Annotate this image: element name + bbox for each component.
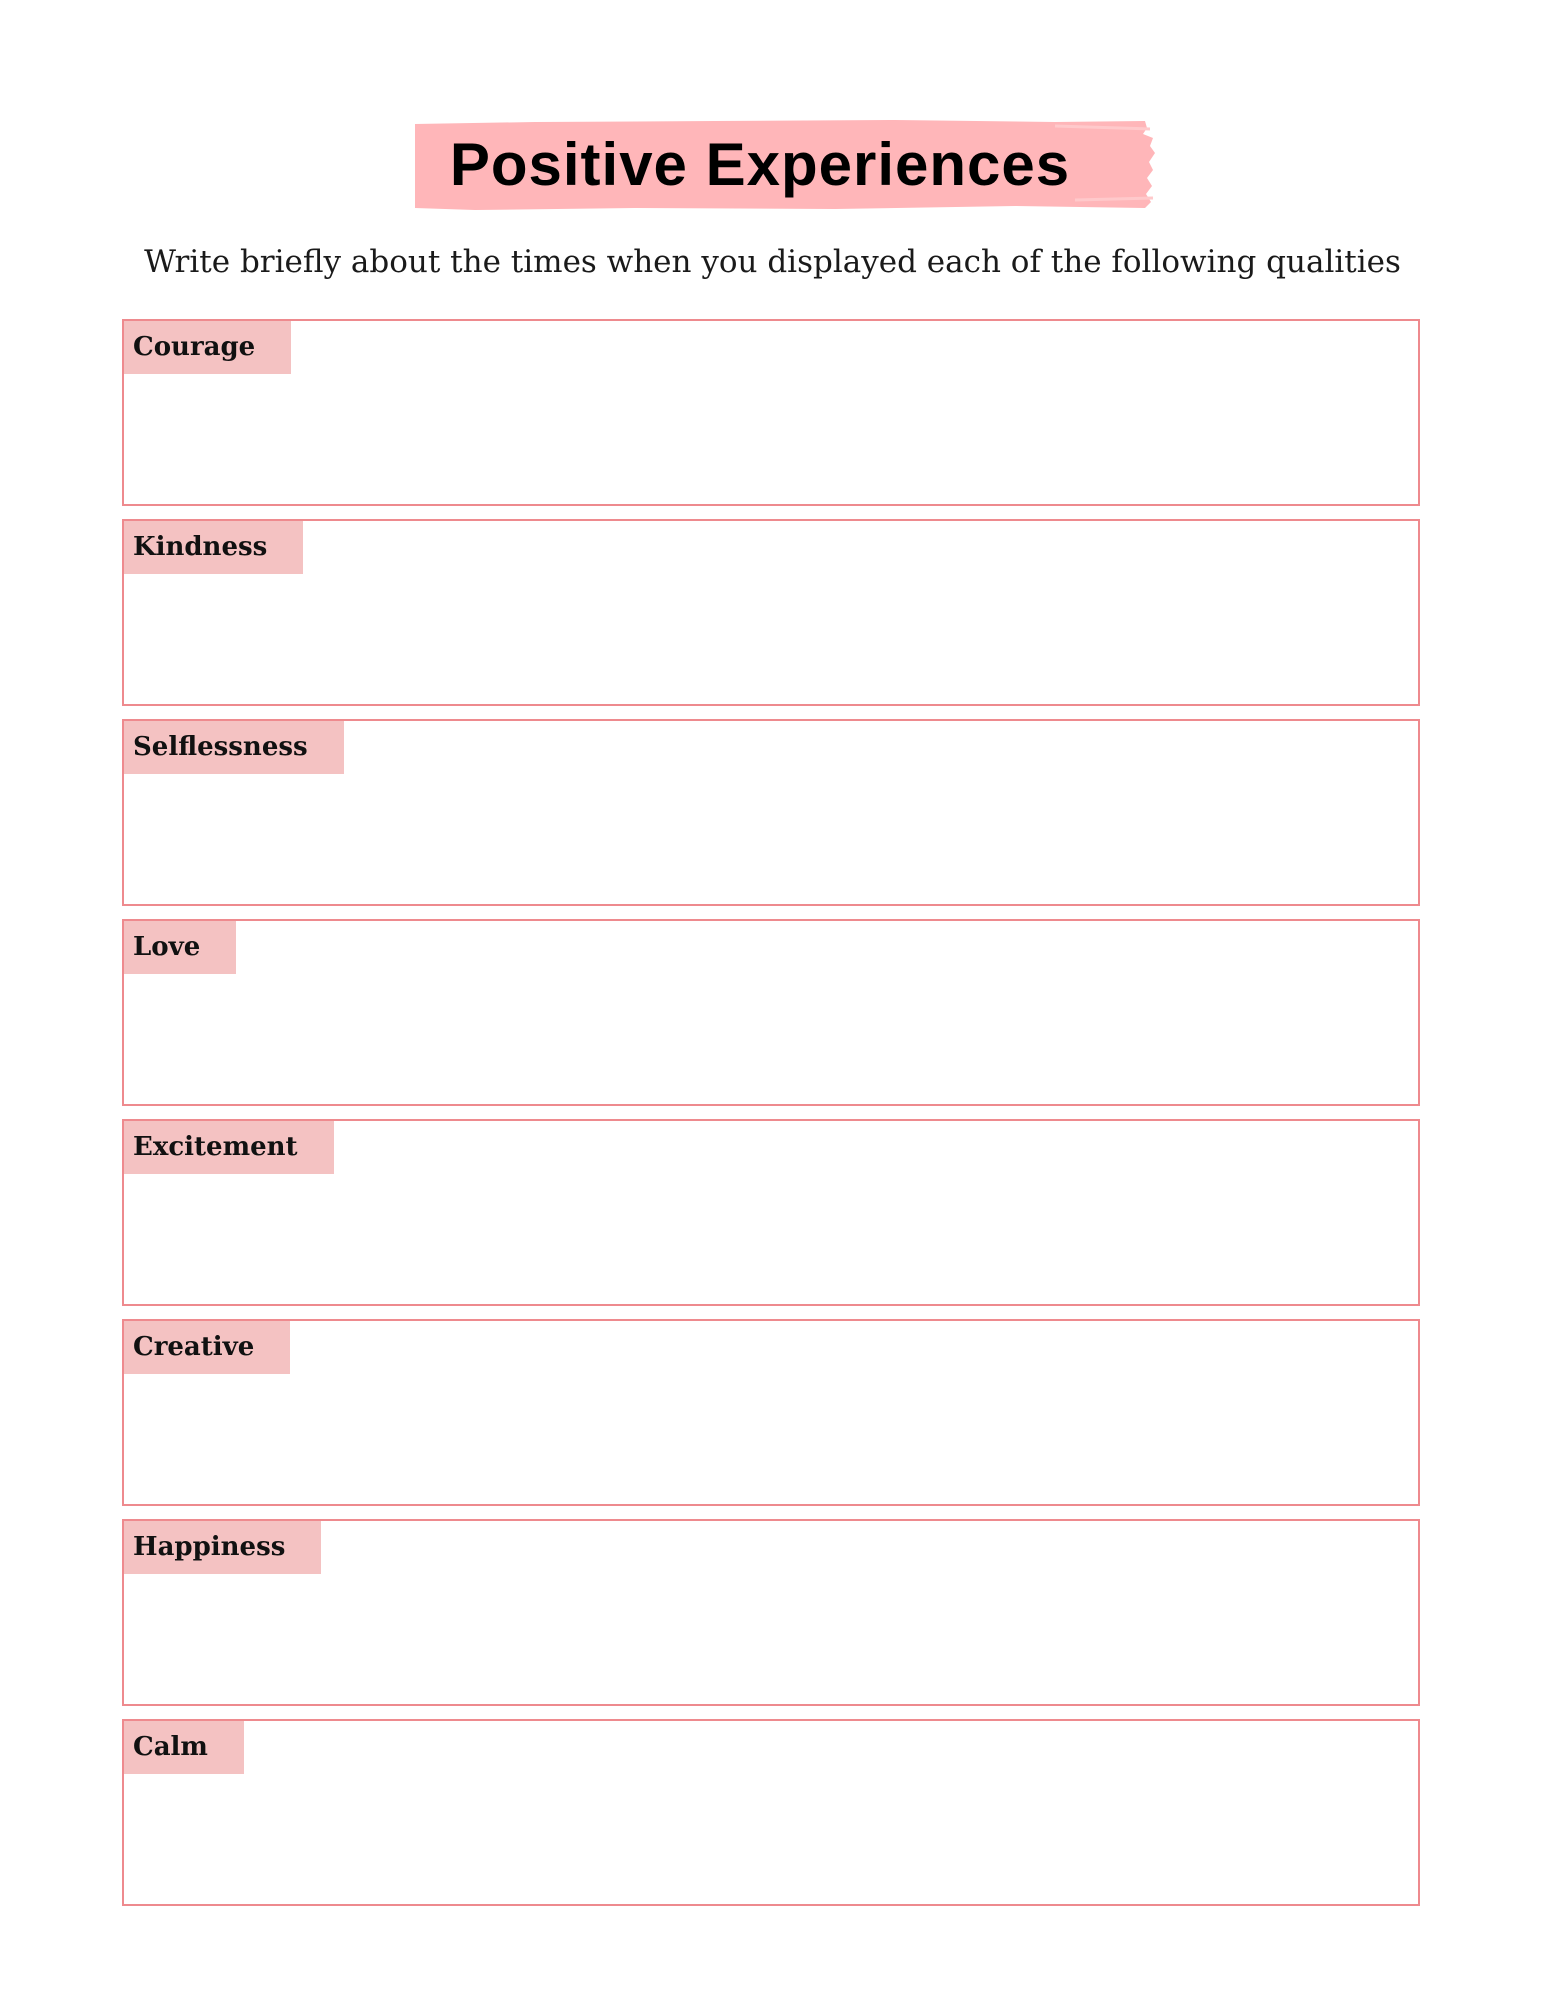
- section-excitement: [122, 1119, 1420, 1306]
- writing-area-creative[interactable]: [124, 1374, 1418, 1504]
- instructions-text: Write briefly about the times when you displayed each of the following qualities: [144, 244, 1401, 280]
- page-title: Positive Experiences: [449, 131, 1071, 198]
- section-selflessness: [122, 719, 1420, 906]
- section-creative: [122, 1319, 1420, 1506]
- section-label: Selflessness: [124, 721, 344, 774]
- writing-area-calm[interactable]: [124, 1774, 1418, 1904]
- section-label: Courage: [124, 321, 291, 374]
- writing-area-courage[interactable]: [124, 374, 1418, 504]
- section-label: Creative: [124, 1321, 290, 1374]
- writing-area-excitement[interactable]: [124, 1174, 1418, 1304]
- writing-area-love[interactable]: [124, 974, 1418, 1104]
- section-kindness: [122, 519, 1420, 706]
- title-banner: [415, 120, 1155, 210]
- section-label: Kindness: [124, 521, 303, 574]
- section-label: Calm: [124, 1721, 244, 1774]
- writing-area-kindness[interactable]: [124, 574, 1418, 704]
- qualities-list: [122, 319, 1420, 1919]
- section-love: [122, 919, 1420, 1106]
- section-label: Love: [124, 921, 236, 974]
- section-calm: [122, 1719, 1420, 1906]
- section-label: Happiness: [124, 1521, 321, 1574]
- section-label: Excitement: [124, 1121, 334, 1174]
- writing-area-selflessness[interactable]: [124, 774, 1418, 904]
- section-courage: [122, 319, 1420, 506]
- writing-area-happiness[interactable]: [124, 1574, 1418, 1704]
- section-happiness: [122, 1519, 1420, 1706]
